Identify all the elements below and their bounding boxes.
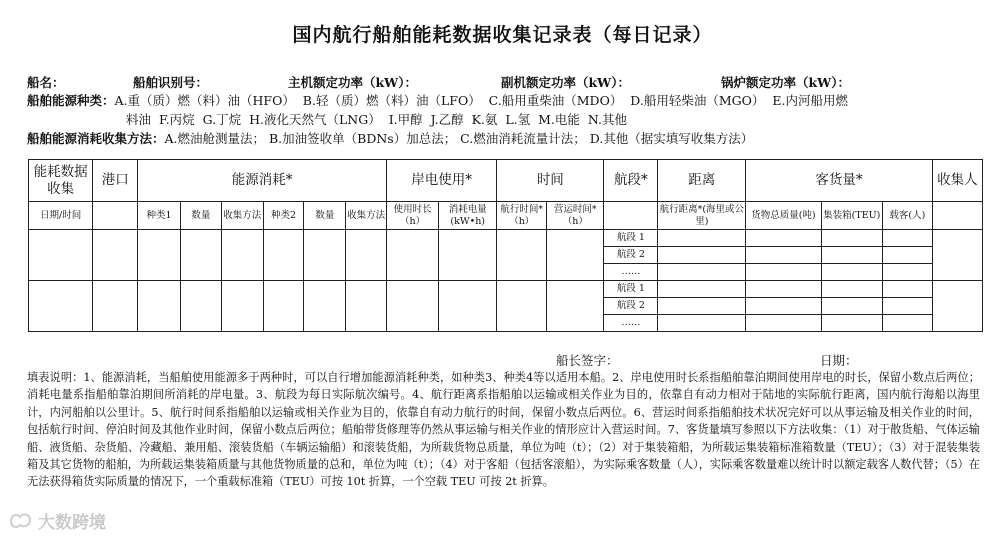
- cell-qty1[interactable]: [180, 281, 221, 332]
- sub-method1: 收集方法: [221, 202, 263, 230]
- segment-label: 航段 2: [604, 298, 658, 315]
- col-port: 港口: [93, 160, 138, 202]
- cell-shore-kwh[interactable]: [439, 230, 497, 281]
- cell-sail-time[interactable]: [497, 230, 547, 281]
- col-shore-power: 岸电使用*: [387, 160, 497, 202]
- watermark-logo-icon: [8, 511, 34, 531]
- cell-cargo-mass[interactable]: [746, 281, 821, 298]
- cell-container[interactable]: [821, 264, 882, 281]
- cell-qty1[interactable]: [180, 230, 221, 281]
- sub-type1: 种类1: [138, 202, 181, 230]
- main-engine-power-label: 主机额定功率（kW）：: [288, 75, 417, 90]
- segment-label: ……: [604, 264, 658, 281]
- sub-shore-time: 使用时长（h）: [387, 202, 439, 230]
- ship-id-label: 船舶识别号：: [133, 75, 209, 90]
- sub-cargo-mass: 货物总质量(吨): [746, 202, 821, 230]
- sub-collector: [932, 202, 982, 230]
- cell-type1[interactable]: [138, 281, 181, 332]
- energy-types-line1: A.重（质）燃（料）油（HFO） B.轻（质）燃（料）油（LFO） C.船用重柴油（MDO） D.船用轻柴油（MGO） E.内河船用燃: [114, 93, 848, 108]
- col-segment: 航段*: [604, 160, 658, 202]
- cell-container[interactable]: [821, 298, 882, 315]
- cell-container[interactable]: [821, 315, 882, 332]
- col-distance: 距离: [658, 160, 746, 202]
- sub-qty2: 数量: [304, 202, 346, 230]
- captain-signature-label: 船长签字：: [556, 353, 619, 368]
- energy-types: [27, 91, 848, 109]
- cell-collector[interactable]: [932, 230, 982, 281]
- sub-op-time: 营运时间*（h）: [547, 202, 604, 230]
- date-label: 日期：: [820, 353, 858, 368]
- cell-passenger[interactable]: [882, 230, 932, 247]
- cell-date-time[interactable]: [29, 281, 93, 332]
- segment-label: ……: [604, 315, 658, 332]
- cell-shore-time[interactable]: [387, 281, 439, 332]
- ship-name-label: 船名：: [27, 75, 65, 90]
- cell-method2[interactable]: [346, 281, 387, 332]
- cell-method1[interactable]: [221, 230, 263, 281]
- cell-method2[interactable]: [346, 230, 387, 281]
- cell-op-time[interactable]: [547, 230, 604, 281]
- sub-type2: 种类2: [263, 202, 304, 230]
- sub-sail-distance: 航行距离*(海里或公里): [658, 202, 746, 230]
- cell-shore-time[interactable]: [387, 230, 439, 281]
- cell-qty2[interactable]: [304, 230, 346, 281]
- cell-distance[interactable]: [658, 230, 746, 247]
- collection-method-label: 船舶能源消耗收集方法：: [27, 131, 165, 146]
- cell-container[interactable]: [821, 281, 882, 298]
- aux-engine-power-label: 副机额定功率（kW）：: [501, 75, 630, 90]
- sub-passenger: 载客(人): [882, 202, 932, 230]
- sub-port: [93, 202, 138, 230]
- cell-collector[interactable]: [932, 281, 982, 332]
- cell-cargo-mass[interactable]: [746, 298, 821, 315]
- cell-distance[interactable]: [658, 247, 746, 264]
- cell-sail-time[interactable]: [497, 281, 547, 332]
- sub-date-time: 日期/时间: [29, 202, 93, 230]
- sub-container: 集装箱(TEU): [821, 202, 882, 230]
- cell-port[interactable]: [93, 230, 138, 281]
- ship-info-row: [27, 73, 977, 89]
- cell-op-time[interactable]: [547, 281, 604, 332]
- cell-cargo-mass[interactable]: [746, 247, 821, 264]
- cell-cargo-mass[interactable]: [746, 264, 821, 281]
- cell-distance[interactable]: [658, 264, 746, 281]
- segment-label: 航段 1: [604, 230, 658, 247]
- instructions: 填表说明：1、能源消耗，当船舶使用能源多于两种时，可以自行增加能源消耗种类，如种类3、种类4等以适用本船。2、岸电使用时长系指船舶靠泊期间使用岸电的时长，保留小数点后两位；消耗电量系指船舶靠泊期间所消耗的岸电量。3、航段为每日实际航次编号。4、航行距离系指船舶以运输或相关作业为目的，依靠自有动力相对于陆地的实际航行距离，国内航行海船以海里计，内河船舶以公里计。5、航行时间系指船舶以运输或相关作业为目的，依靠自有动力航行的时间，保留小数点后两位。6、营运时间系指船舶技术状况完好可以从事运输及相关作业的时间，包括航行时间、停泊时间及其他作业时间，保留小数点后两位；船舶带货修理等仍然从事运输与相关作业的情形应计入营运时间。7、客货量填写参照以下方法收集：（1）对于散货船、气体运输船、液货船、杂货船、冷藏船、兼用船、滚装货船（车辆运输船）和滚装货船，为所载货物总质量，单位为吨（t）；（2）对于集装箱船，为所载运集装箱标准箱数量（TEU）；（3）对于混装集装箱及其它货物的船舶，为所载运集装箱质量与其他货物质量的总和，单位为吨（t）；（4）对于客船（包括客滚船），为实际乘客数量（人），实际乘客数量难以统计时以额定载客人数代替；（5）在无法获得箱货实际质量的情况下，一个重载标准箱（TEU）可按 10t 折算，一个空载 TEU 可按 2t 折算。: [27, 371, 980, 489]
- cell-passenger[interactable]: [882, 298, 932, 315]
- cell-qty2[interactable]: [304, 281, 346, 332]
- cell-date-time[interactable]: [29, 230, 93, 281]
- cell-cargo-mass[interactable]: [746, 315, 821, 332]
- col-time: 时间: [497, 160, 604, 202]
- cell-type2[interactable]: [263, 230, 304, 281]
- sub-segment: [604, 202, 658, 230]
- cell-method1[interactable]: [221, 281, 263, 332]
- boiler-power-label: 锅炉额定功率（kW）：: [721, 75, 850, 90]
- cell-port[interactable]: [93, 281, 138, 332]
- col-energy: 能源消耗*: [138, 160, 387, 202]
- segment-label: 航段 1: [604, 281, 658, 298]
- segment-label: 航段 2: [604, 247, 658, 264]
- watermark-logo: [8, 508, 106, 533]
- watermark-text: 大数跨境: [38, 513, 106, 533]
- collection-method: [27, 129, 753, 147]
- sub-method2: 收集方法: [346, 202, 387, 230]
- col-data-collect: 能耗数据收集: [29, 160, 93, 202]
- col-cargo: 客货量*: [746, 160, 933, 202]
- cell-container[interactable]: [821, 247, 882, 264]
- sub-sail-time: 航行时间*（h）: [497, 202, 547, 230]
- collection-method-text: A.燃油舱测量法； B.加油签收单（BDNs）加总法； C.燃油消耗流量计法； D.其他（据实填写收集方法）: [164, 131, 754, 146]
- cell-cargo-mass[interactable]: [746, 230, 821, 247]
- cell-passenger[interactable]: [882, 281, 932, 298]
- cell-distance[interactable]: [658, 315, 746, 332]
- cell-shore-kwh[interactable]: [439, 281, 497, 332]
- cell-passenger[interactable]: [882, 315, 932, 332]
- cell-passenger[interactable]: [882, 247, 932, 264]
- cell-distance[interactable]: [658, 281, 746, 298]
- col-collector: 收集人: [932, 160, 982, 202]
- energy-types-label: 船舶能源种类：: [27, 93, 115, 108]
- cell-distance[interactable]: [658, 298, 746, 315]
- cell-passenger[interactable]: [882, 264, 932, 281]
- form-title: 国内航行船舶能耗数据收集记录表（每日记录）: [292, 24, 713, 46]
- cell-container[interactable]: [821, 230, 882, 247]
- sub-qty1: 数量: [180, 202, 221, 230]
- energy-types-cont: 料油 F.丙烷 G.丁烷 H.液化天然气（LNG） I.甲醇 J.乙醇 K.氨 L.氢 M.电能 N.其他: [126, 112, 627, 127]
- energy-data-table: [28, 159, 983, 332]
- cell-type2[interactable]: [263, 281, 304, 332]
- cell-type1[interactable]: [138, 230, 181, 281]
- sub-shore-kwh: 消耗电量(kW•h): [439, 202, 497, 230]
